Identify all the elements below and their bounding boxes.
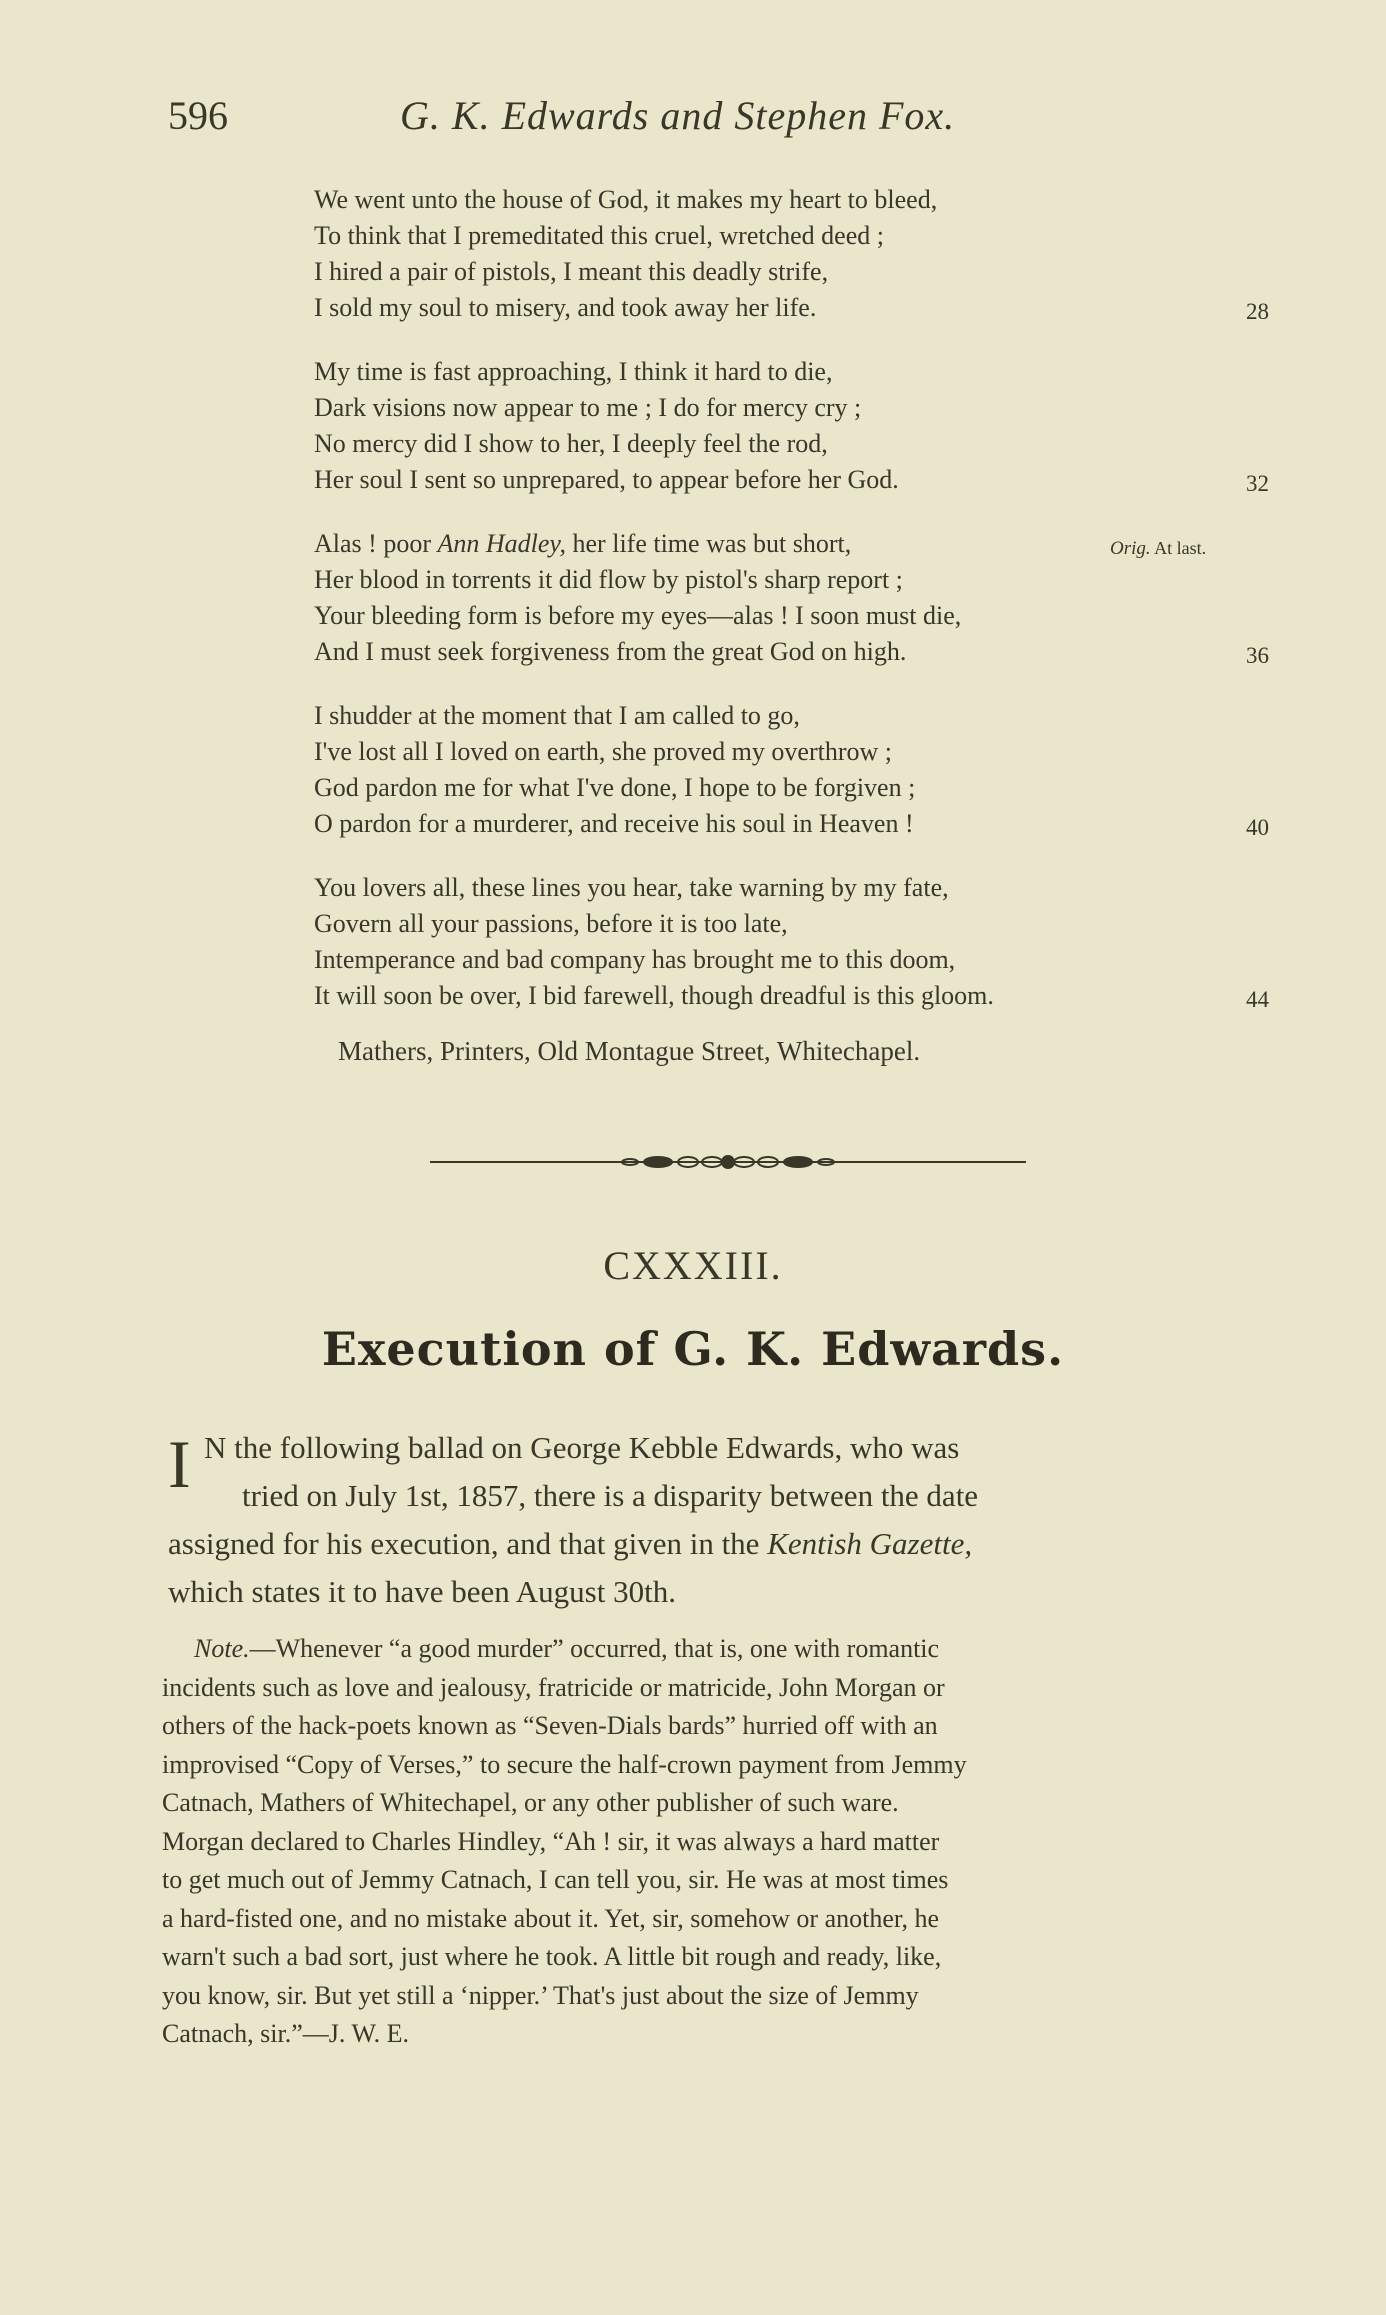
ornamental-divider (430, 1150, 1026, 1174)
poem-line: I hired a pair of pistols, I meant this deadly strife, (314, 257, 829, 286)
poem-line-text: And I must seek forgiveness from the great God on high. (314, 637, 907, 666)
page-number: 596 (168, 93, 228, 138)
note-line: to get much out of Jemmy Catnach, I can tell you, sir. He was at most times (162, 1865, 949, 1894)
line-number: 40 (1246, 815, 1269, 840)
poem-line-text: Her soul I sent so unprepared, to appear before her God. (314, 465, 899, 494)
poem-line: Your bleeding form is before my eyes—alas ! I soon must die, (314, 601, 962, 630)
section-title: Execution of G. K. Edwards. (321, 1322, 1065, 1376)
poem-line-text: I sold my soul to misery, and took away her life. (314, 293, 817, 322)
stanza (314, 182, 1274, 326)
editor-note (162, 1630, 1272, 2054)
poem-line-annotated (314, 526, 1274, 562)
stanza (314, 354, 1274, 498)
line-number: 32 (1246, 471, 1269, 496)
poem-text: Alas ! poor (314, 529, 438, 558)
note-line: Catnach, sir.”—J. W. E. (162, 2019, 409, 2048)
intro-line (168, 1520, 1270, 1568)
note-line: improvised “Copy of Verses,” to secure the half-crown payment from Jemmy (162, 1749, 967, 1779)
poem-line: I shudder at the moment that I am called to go, (314, 701, 800, 730)
stanza (314, 526, 1274, 670)
poem-line: Intemperance and bad company has brought me to this doom, (314, 945, 956, 974)
note-line: incidents such as love and jealousy, fratricide or matricide, John Morgan or (162, 1672, 945, 1702)
page-header (168, 92, 1078, 142)
poem-line: You lovers all, these lines you hear, take warning by my fate, (314, 873, 949, 902)
poem-line-numbered (314, 634, 1274, 670)
note-text: —Whenever “a good murder” occurred, that is, one with romantic (249, 1634, 940, 1663)
margin-note-label: Orig. (1110, 538, 1151, 559)
poem-line-numbered (314, 462, 1274, 498)
drop-cap: I (168, 1426, 191, 1502)
note-line (162, 1630, 1272, 1669)
note-line: a hard-fisted one, and no mistake about it. Yet, sir, somehow or another, he (162, 1903, 940, 1933)
running-title: G. K. Edwards and Stephen Fox. (400, 93, 956, 138)
note-line: warn't such a bad sort, just where he took. A little bit rough and ready, like, (162, 1942, 942, 1971)
intro-line: tried on July 1st, 1857, there is a disparity between the date (242, 1478, 979, 1513)
printer-imprint: Mathers, Printers, Old Montague Street, Whitechapel. (338, 1036, 921, 1066)
poem-line-numbered (314, 978, 1274, 1014)
poem-line-numbered (314, 290, 1274, 326)
poem-line: God pardon me for what I've done, I hope to be forgiven ; (314, 773, 916, 802)
intro-line: N the following ballad on George Kebble Edwards, who was (204, 1430, 960, 1465)
line-number: 28 (1246, 299, 1269, 324)
poem-text: her life time was but short, (566, 529, 852, 558)
ballad-poem (314, 182, 1274, 1042)
intro-italic-title: Kentish Gazette, (767, 1526, 973, 1561)
poem-line: I've lost all I loved on earth, she proved my overthrow ; (314, 737, 892, 766)
intro-paragraph (168, 1424, 1270, 1616)
line-number: 36 (1246, 643, 1269, 668)
note-line: Morgan declared to Charles Hindley, “Ah ! sir, it was always a hard matter (162, 1826, 940, 1856)
poem-line: No mercy did I show to her, I deeply feel the rod, (314, 429, 828, 458)
line-number: 44 (1246, 987, 1269, 1012)
poem-line-text: O pardon for a murderer, and receive his soul in Heaven ! (314, 809, 914, 838)
note-line: you know, sir. But yet still a ‘nipper.’ That's just about the size of Jemmy (162, 1980, 919, 2010)
note-label: Note. (194, 1634, 250, 1663)
poem-line-numbered (314, 806, 1274, 842)
stanza (314, 870, 1274, 1014)
margin-note-text: At last. (1150, 538, 1207, 558)
poem-line: My time is fast approaching, I think it hard to die, (314, 357, 833, 386)
intro-text: assigned for his execution, and that given in the (168, 1526, 768, 1561)
note-line: others of the hack-poets known as “Seven-Dials bards” hurried off with an (162, 1711, 938, 1740)
note-line: Catnach, Mathers of Whitechapel, or any other publisher of such ware. (162, 1788, 899, 1817)
poem-line: We went unto the house of God, it makes my heart to bleed, (314, 185, 938, 214)
poem-line: Govern all your passions, before it is too late, (314, 909, 788, 938)
poem-line-text: It will soon be over, I bid farewell, though dreadful is this gloom. (314, 981, 994, 1010)
poem-line: Her blood in torrents it did flow by pistol's sharp report ; (314, 565, 903, 594)
poem-line: Dark visions now appear to me ; I do for mercy cry ; (314, 393, 862, 422)
stanza (314, 698, 1274, 842)
intro-line: which states it to have been August 30th. (168, 1574, 676, 1609)
poem-line: To think that I premeditated this cruel, wretched deed ; (314, 221, 884, 250)
poem-italic-name: Ann Hadley, (437, 529, 567, 558)
chapter-number: CXXXIII. (603, 1243, 783, 1288)
